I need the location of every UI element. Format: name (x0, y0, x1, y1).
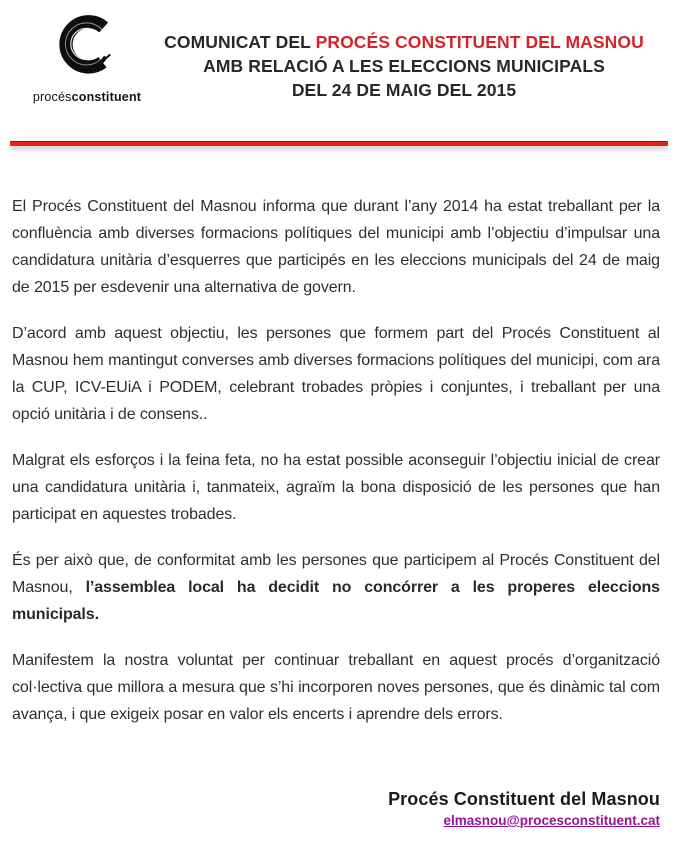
body-paragraph-2: D’acord amb aquest objectiu, les persones que formem part del Procés Constituent al Masnou hem mantingut converses amb diverses formacions polítiques del municipi, com ara la CUP, ICV-EUiA i PODEM, celebrant trobades pròpies i conjuntes, i treballant per una opció unitària i de consens.. (12, 325, 660, 423)
document-title (146, 10, 662, 102)
brush-c-icon (46, 10, 128, 88)
logo-wordmark-bold: constituent (71, 90, 142, 104)
title-line-1 (146, 30, 662, 54)
signature-block (388, 789, 660, 830)
document-header (0, 0, 678, 104)
document-body (12, 193, 660, 728)
p4-text: És per això que, de conformitat amb les persones que participem al Procés Constituent del Masnou, (12, 552, 660, 596)
red-divider-rule (10, 141, 668, 146)
logo-wordmark-light: procés (32, 90, 72, 104)
signature-name: Procés Constituent del Masnou (388, 789, 660, 809)
title-line-1-accent: PROCÉS CONSTITUENT DEL MASNOU (315, 32, 644, 52)
body-paragraph-4 (12, 547, 660, 628)
body-paragraph-1: El Procés Constituent del Masnou informa que durant l’any 2014 ha estat treballant per la confluència amb diverses formacions polítiques del municipi amb l’objectiu d’impulsar una candidatura unitària d’esquerres que participés en les eleccions municipals del 24 de maig de 2015 per esdevenir una alternativa de govern. (12, 198, 660, 296)
p4-decision-statement: l’assemblea local ha decidit no concórrer a les properes eleccions municipals. (12, 579, 660, 623)
title-line-3: DEL 24 DE MAIG DEL 2015 (291, 80, 517, 100)
title-line-1-prefix: COMUNICAT DEL (164, 32, 311, 52)
email-link[interactable]: elmasnou@procesconstituent.cat (443, 813, 660, 828)
title-line-2: AMB RELACIÓ A LES ELECCIONS MUNICIPALS (203, 56, 605, 76)
logo-wordmark (28, 90, 146, 104)
proces-constituent-logo (28, 10, 146, 104)
body-paragraph-3: Malgrat els esforços i la feina feta, no ha estat possible aconseguir l’objectiu inicial de crear una candidatura unitària i, tanmateix, agraïm la bona disposició de les persones que han participat en aquestes trobades. (12, 452, 660, 523)
body-paragraph-5: Manifestem la nostra voluntat per continuar treballant en aquest procés d’organització col·lectiva que millora a mesura que s’hi incorporen noves persones, que és dinàmic tal com avança, i que exigeix posar en valor els encerts i aprendre dels errors. (12, 652, 660, 723)
